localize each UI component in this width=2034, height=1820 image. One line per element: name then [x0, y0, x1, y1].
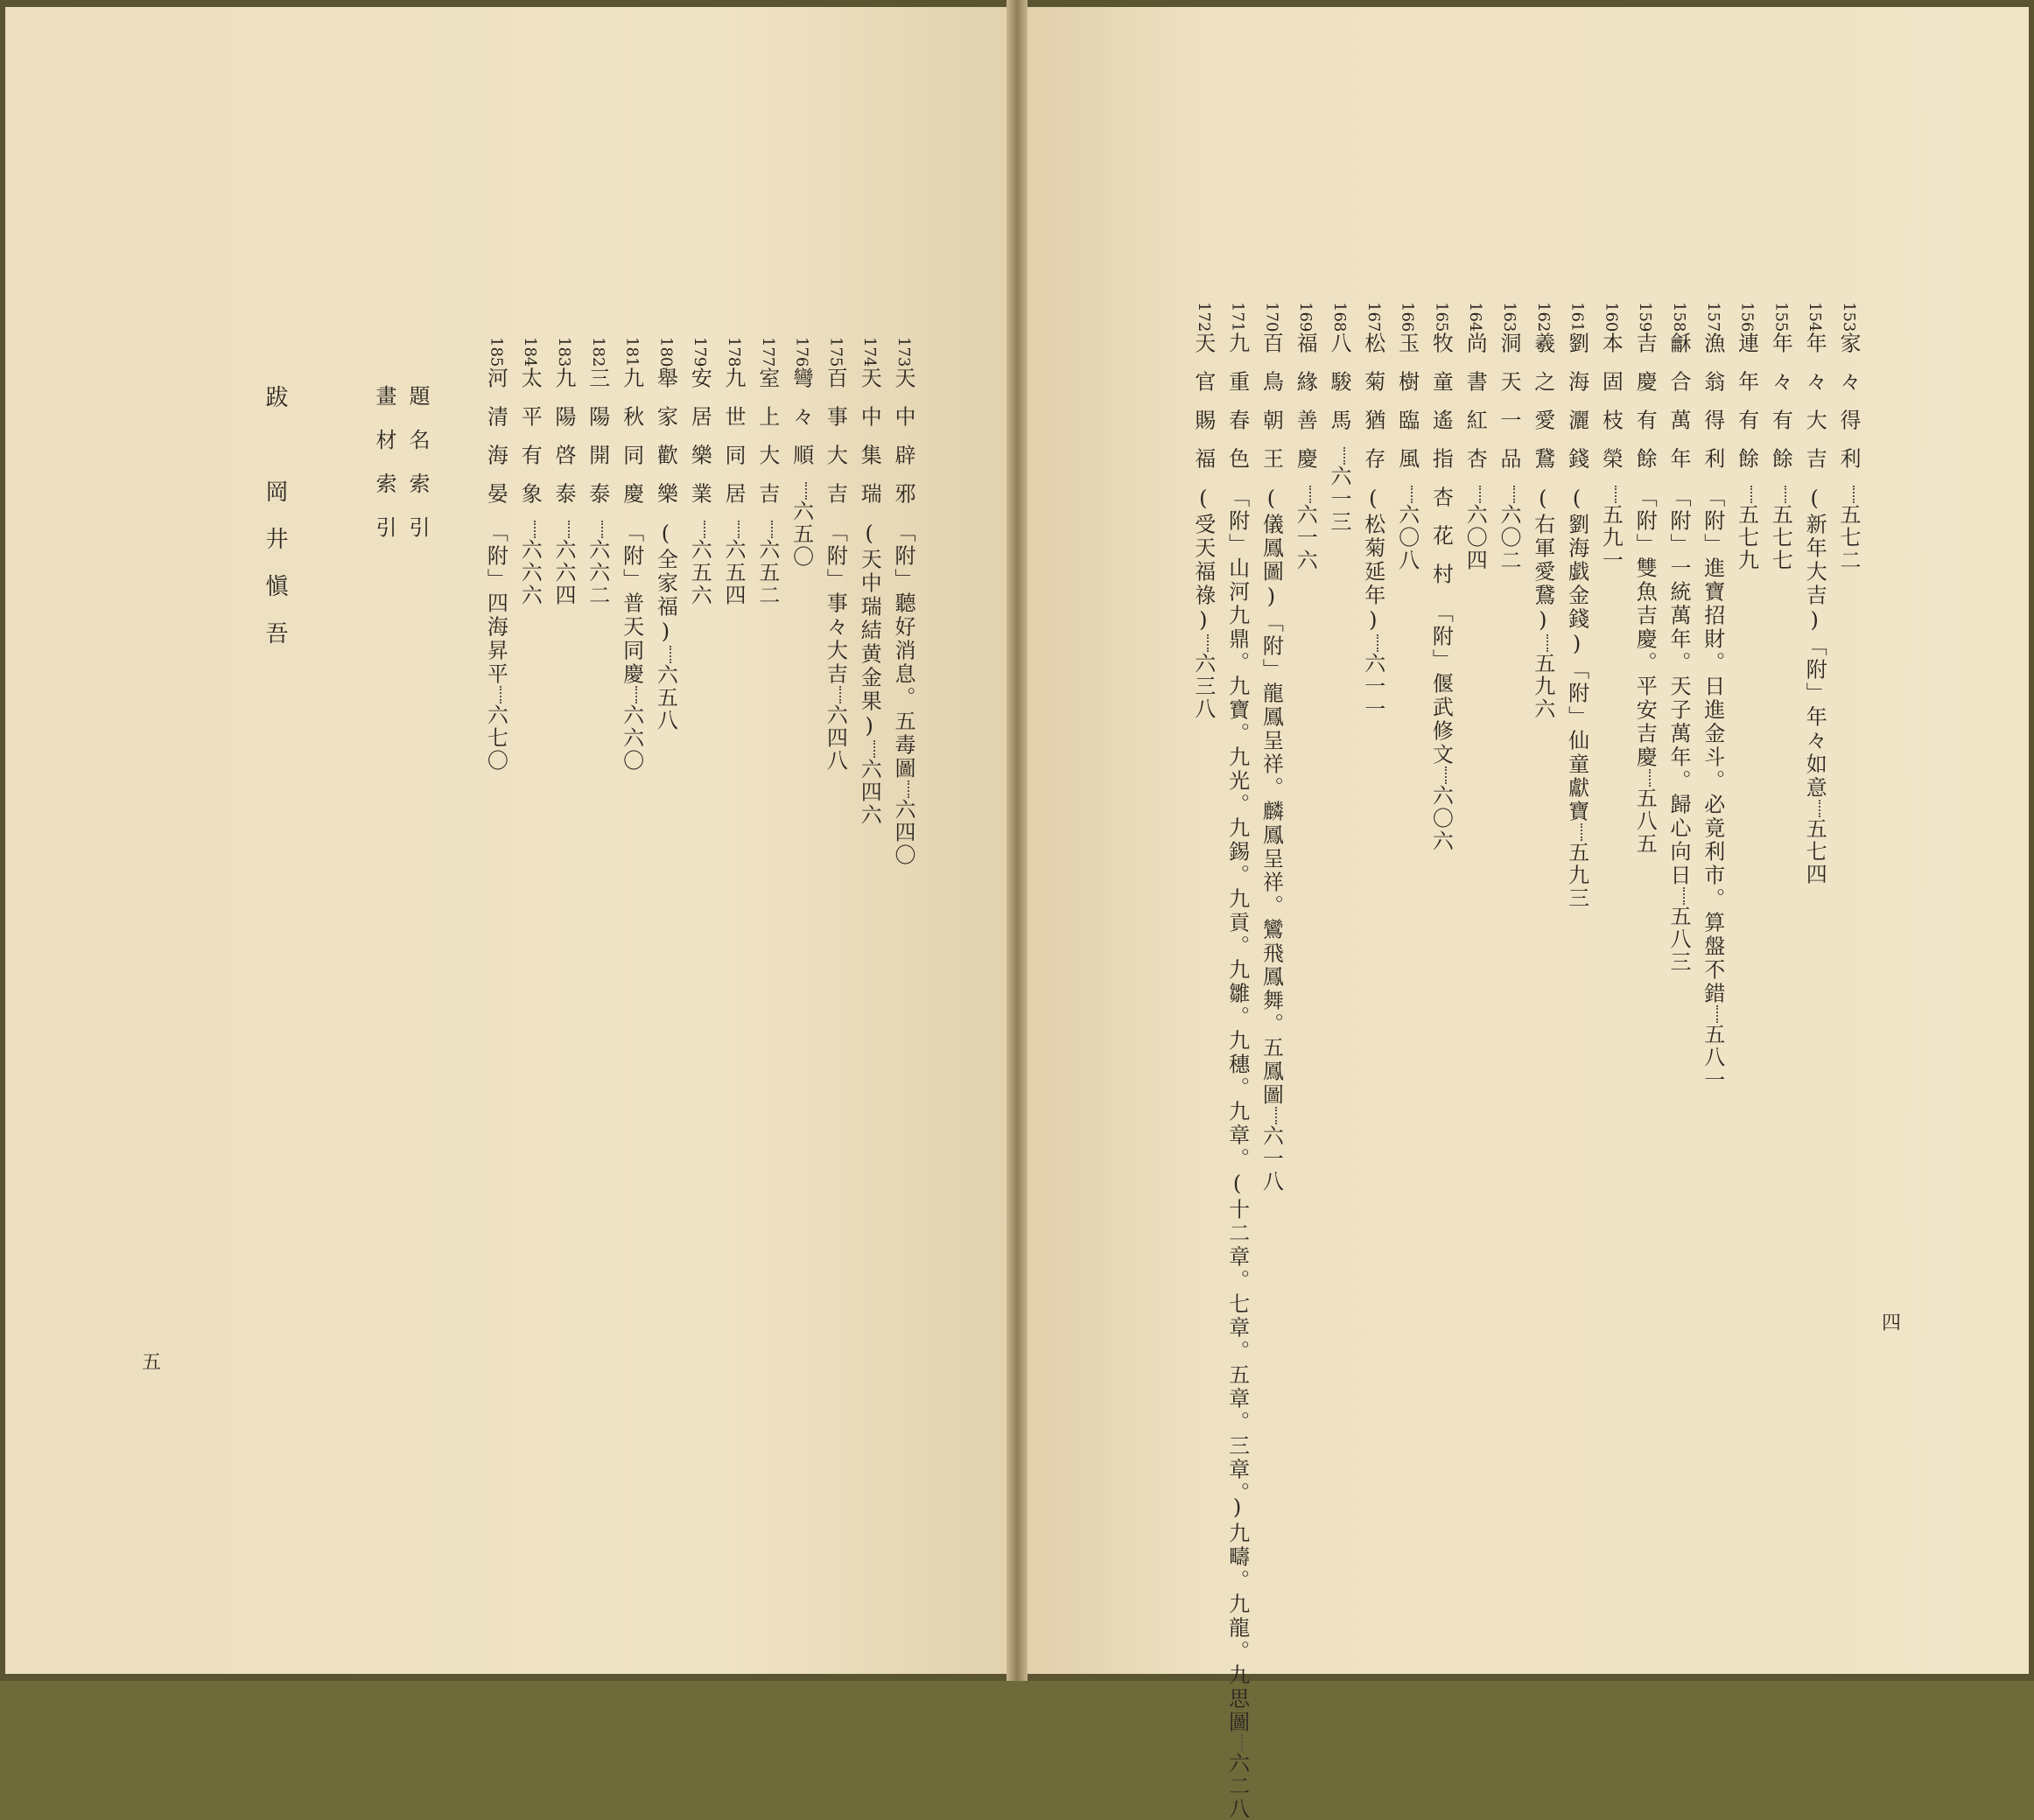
dot-leader: [635, 686, 637, 704]
contents-entry: [689, 337, 710, 1527]
entry-page-number: 五九六: [1530, 652, 1555, 721]
entry-number: 170: [1262, 302, 1281, 332]
entry-number: 180: [656, 337, 676, 368]
dot-leader: [771, 521, 773, 538]
contents-entry: [1668, 302, 1689, 1492]
contents-entry: [1736, 302, 1757, 1492]
right-folio: 四: [1882, 1312, 1902, 1334]
entry-page-number: 五七九: [1734, 503, 1759, 572]
contents-entry: [859, 337, 880, 1527]
entry-title: 松菊猶存: [1360, 332, 1385, 486]
dot-leader: [1683, 887, 1685, 905]
contents-entry: [1428, 302, 1454, 1492]
contents-entry: [1530, 302, 1555, 1492]
contents-entry: [754, 337, 780, 1527]
entry-subtitle: 「附」偃武修文: [1428, 601, 1454, 767]
entry-number: 153: [1840, 302, 1858, 332]
entry-number: 164: [1466, 302, 1485, 332]
entry-page-number: 六一一: [1360, 652, 1385, 721]
contents-entry: [1190, 302, 1216, 1492]
entry-subtitle: 「附」山河九鼎。九寶。九光。九錫。九貢。九雛。九穗。九章。(十二章。七章。五章。三章。)九疇。九龍。九思圖: [1224, 486, 1250, 1735]
left-folio: 五: [142, 1352, 162, 1374]
dot-leader: [1479, 486, 1481, 503]
entry-subtitle: 「附」事々大吉: [823, 521, 848, 687]
dot-leader: [1785, 486, 1786, 503]
entry-title: 尚書紅杏: [1462, 332, 1488, 486]
entry-page-number: 五九三: [1564, 841, 1589, 910]
entry-title: 劉海灑錢: [1564, 332, 1589, 486]
dot-leader: [908, 780, 909, 798]
contents-entry: [517, 337, 543, 1527]
entry-number: 157: [1703, 302, 1722, 332]
entry-page-number: 六六六: [517, 538, 543, 607]
entry-subtitle: 「附」四海昇平: [483, 521, 508, 687]
dot-leader: [1750, 486, 1752, 503]
entry-title: 洞天一品: [1497, 332, 1521, 486]
dot-leader: [1445, 766, 1447, 784]
entry-title: 年々大吉: [1802, 332, 1827, 486]
entry-page-number: 六〇二: [1497, 503, 1521, 572]
dot-leader: [839, 686, 841, 704]
entry-page-number: 六五二: [754, 538, 780, 607]
entry-number: 183: [555, 337, 573, 368]
dot-leader: [534, 521, 536, 538]
contents-entry: [1702, 302, 1723, 1492]
entry-title: 龢合萬年: [1666, 332, 1691, 486]
entry-page-number: 六七〇: [483, 704, 508, 773]
entry-title: 安居樂業: [687, 367, 712, 522]
entry-number: 154: [1806, 302, 1825, 332]
entry-title: 室上大吉: [754, 367, 780, 522]
contents-entry: [1838, 302, 1859, 1492]
entry-subtitle: (松菊延年): [1360, 486, 1385, 635]
entry-subtitle: (劉海戯金錢)「附」仙童獻寶: [1564, 486, 1589, 824]
contents-entry: [1770, 302, 1791, 1492]
entry-page-number: 六四〇: [891, 798, 915, 867]
entry-page-number: 六六〇: [619, 704, 644, 773]
entry-subtitle: (新年大吉)「附」年々如意: [1802, 486, 1827, 801]
entry-number: 159: [1636, 302, 1655, 332]
entry-title: 舉家歡樂: [653, 367, 678, 522]
entry-number: 178: [725, 337, 743, 368]
entry-title: 九陽啓泰: [551, 367, 576, 522]
entry-number: 181: [622, 337, 642, 368]
entry-number: 176: [792, 337, 811, 368]
contents-entry: [1394, 302, 1420, 1492]
entry-number: 179: [691, 337, 710, 368]
entry-page-number: 五八三: [1666, 905, 1691, 974]
contents-entry: [553, 337, 574, 1527]
entry-subtitle: (右軍愛鵞): [1530, 486, 1555, 635]
dot-leader: [1649, 769, 1651, 787]
dot-leader: [1853, 486, 1855, 503]
entry-page-number: 六二八: [1224, 1752, 1250, 1820]
entry-number: 185: [487, 337, 506, 368]
entry-title: 羲之愛鵞: [1530, 332, 1555, 486]
afterword-line: 跋 岡井愼吾: [262, 385, 288, 668]
entry-title: 玉樹臨風: [1394, 332, 1420, 486]
entry-number: 168: [1330, 302, 1349, 332]
entry-title: 家々得利: [1836, 332, 1861, 486]
dot-leader: [1581, 823, 1582, 841]
contents-entry: [1224, 302, 1250, 1820]
entry-number: 161: [1568, 302, 1587, 332]
entry-page-number: 六五六: [687, 538, 712, 607]
entry-title: 九重春色: [1224, 332, 1250, 486]
entry-subtitle: (儀鳳圖)「附」龍鳳呈祥。麟鳳呈祥。鸞飛鳳舞。五鳳圖: [1259, 486, 1284, 1108]
entry-title: 河清海晏: [483, 367, 508, 522]
entry-title: 福緣善慶: [1293, 332, 1318, 486]
entry-page-number: 六一六: [1293, 503, 1318, 572]
dot-leader: [1819, 800, 1820, 817]
entry-page-number: 六五四: [721, 538, 746, 607]
entry-title: 天中辟邪: [891, 367, 915, 522]
contents-entry: [587, 337, 608, 1527]
contents-entry: [621, 337, 642, 1527]
entry-subtitle: (全家福): [653, 521, 678, 647]
entry-page-number: 六四六: [857, 758, 882, 827]
entry-subtitle: 「附」聽好消息。五毒圖: [891, 521, 915, 781]
entry-page-number: 五九一: [1598, 503, 1624, 572]
entry-title: 吉慶有餘: [1632, 332, 1658, 486]
right-page: [1017, 7, 2029, 1674]
entry-number: 163: [1500, 302, 1518, 332]
entry-number: 174: [860, 337, 880, 368]
entry-page-number: 六六二: [585, 538, 610, 607]
entry-title: 本固枝榮: [1598, 332, 1624, 486]
entry-title: 漁翁得利: [1700, 332, 1725, 486]
contents-entry: [1564, 302, 1589, 1492]
entry-number: 158: [1670, 302, 1688, 332]
contents-entry: [893, 337, 914, 1527]
contents-entry: [1293, 302, 1318, 1492]
dot-leader: [601, 521, 603, 538]
contents-entry: [1462, 302, 1488, 1492]
book-gutter: [1006, 0, 1028, 1681]
dot-leader: [1309, 486, 1311, 503]
dot-leader: [1377, 634, 1378, 652]
entry-title: 牧童遙指杏花村: [1428, 332, 1454, 602]
entry-title: 天官賜福: [1190, 332, 1216, 486]
index-entry: 畫材索引: [372, 385, 396, 560]
contents-entry: [1498, 302, 1519, 1492]
dot-leader: [1275, 1107, 1277, 1124]
entry-number: 184: [521, 337, 540, 368]
entry-title: 九世同居: [721, 367, 746, 522]
entry-title: 太平有象: [517, 367, 543, 522]
contents-entry: [1598, 302, 1624, 1492]
entry-page-number: 六五八: [653, 663, 678, 732]
entry-number: 165: [1432, 302, 1451, 332]
dot-leader: [1411, 486, 1413, 503]
contents-entry: [1360, 302, 1385, 1492]
contents-entry: [485, 337, 506, 1527]
entry-number: 175: [826, 337, 845, 368]
entry-page-number: 六四八: [823, 704, 848, 773]
entry-title: 九秋同慶: [619, 367, 644, 522]
contents-entry: [791, 337, 812, 1527]
entry-number: 171: [1228, 302, 1247, 332]
entry-number: 182: [588, 337, 607, 368]
entry-number: 155: [1771, 302, 1791, 332]
entry-title: 百事大吉: [823, 367, 848, 522]
entry-title: 天中集瑞: [857, 367, 882, 522]
dot-leader: [1343, 447, 1345, 465]
entry-number: 162: [1533, 302, 1553, 332]
entry-page-number: 五八一: [1700, 1023, 1725, 1092]
dot-leader: [738, 521, 740, 538]
entry-number: 160: [1602, 302, 1621, 332]
entry-page-number: 五七四: [1802, 817, 1827, 886]
entry-number: 173: [894, 337, 913, 368]
dot-leader: [704, 521, 705, 538]
entry-title: 年々有餘: [1768, 332, 1793, 486]
contents-entry: [1329, 302, 1350, 1492]
dot-leader: [500, 686, 501, 704]
dot-leader: [1241, 1734, 1243, 1752]
entry-title: 三陽開泰: [585, 367, 610, 522]
dot-leader: [1513, 486, 1515, 503]
entry-page-number: 六〇八: [1394, 503, 1420, 572]
entry-page-number: 六〇四: [1462, 503, 1488, 572]
contents-entry: [1804, 302, 1825, 1492]
entry-number: 156: [1737, 302, 1757, 332]
entry-page-number: 六〇六: [1428, 784, 1454, 853]
entry-number: 166: [1398, 302, 1417, 332]
entry-title: 彎々順: [789, 367, 814, 483]
dot-leader: [670, 646, 671, 663]
entry-number: 167: [1364, 302, 1383, 332]
entry-title: 八駿馬: [1327, 332, 1351, 448]
dot-leader: [1615, 486, 1617, 503]
entry-subtitle: (天中瑞結黄金果): [857, 521, 882, 741]
contents-entry: [823, 337, 848, 1527]
entry-page-number: 六六四: [551, 538, 576, 607]
entry-page-number: 五八五: [1632, 787, 1658, 856]
entry-subtitle: 「附」進寶招財。日進金斗。必竟利市。算盤不錯: [1700, 486, 1725, 1006]
dot-leader: [1207, 634, 1209, 652]
contents-entry: [655, 337, 676, 1527]
dot-leader: [1547, 634, 1548, 652]
entry-page-number: 六五〇: [789, 500, 814, 569]
entry-subtitle: 「附」普天同慶: [619, 521, 644, 687]
entry-title: 百鳥朝王: [1259, 332, 1284, 486]
contents-entry: [1632, 302, 1658, 1492]
entry-number: 177: [758, 337, 777, 368]
entry-number: 169: [1296, 302, 1315, 332]
entry-page-number: 六一八: [1259, 1124, 1284, 1194]
entry-page-number: 六一三: [1327, 465, 1351, 534]
dot-leader: [805, 482, 807, 500]
entry-subtitle: 「附」一統萬年。天子萬年。歸心向日: [1666, 486, 1691, 888]
dot-leader: [568, 521, 570, 538]
entry-page-number: 六三八: [1190, 652, 1216, 721]
contents-entry: [1259, 302, 1284, 1492]
entry-subtitle: 「附」雙魚吉慶。平安吉慶: [1632, 486, 1658, 770]
entry-page-number: 五七七: [1768, 503, 1793, 572]
dot-leader: [1716, 1005, 1718, 1023]
dot-leader: [873, 740, 875, 758]
entry-page-number: 五七二: [1836, 503, 1861, 572]
entry-title: 連年有餘: [1734, 332, 1759, 486]
entry-subtitle: (受天福祿): [1190, 486, 1216, 635]
index-entry: 題名索引: [405, 385, 430, 560]
contents-entry: [723, 337, 744, 1527]
entry-number: 172: [1194, 302, 1213, 332]
